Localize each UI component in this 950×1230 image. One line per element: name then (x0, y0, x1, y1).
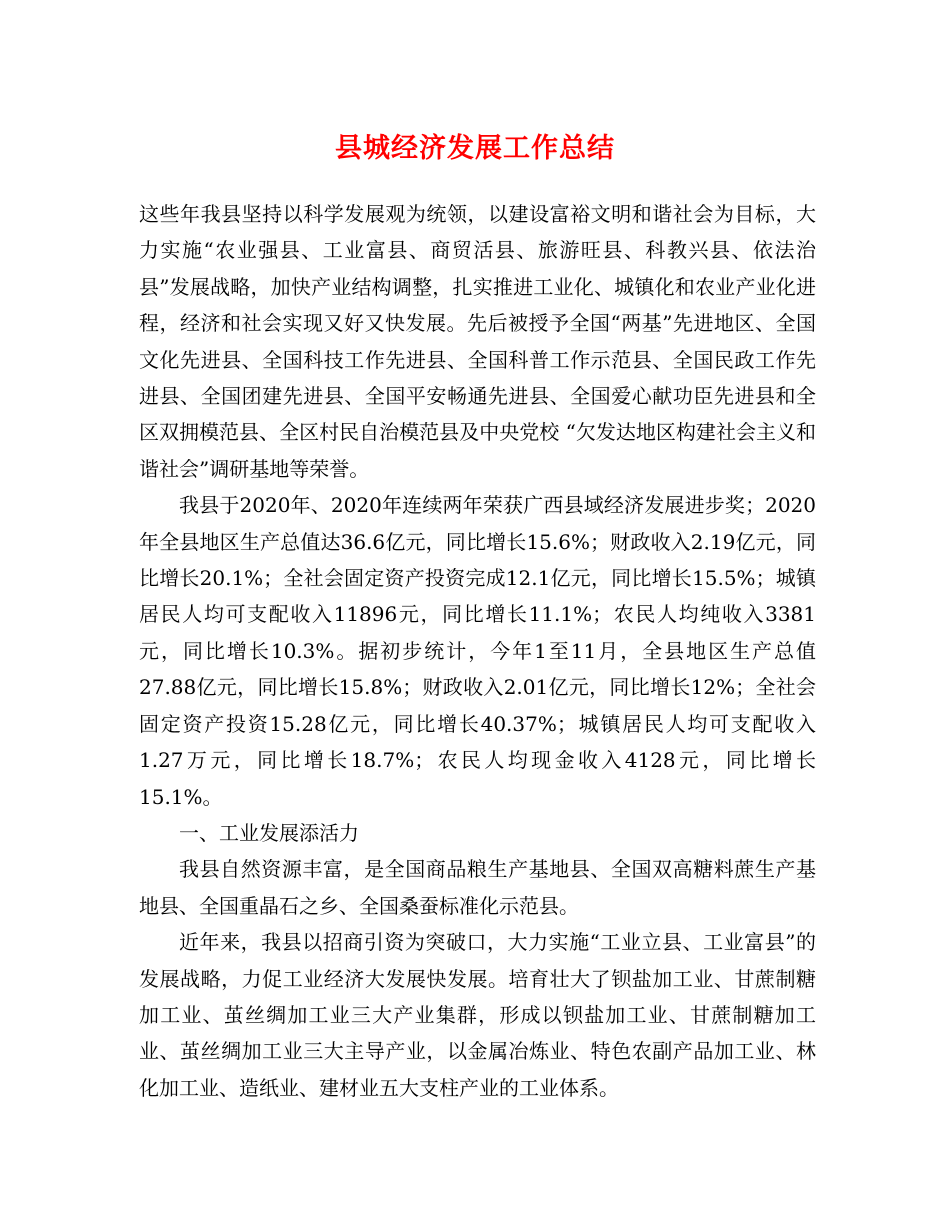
document-title: 县城经济发展工作总结 (335, 133, 615, 164)
paragraph-industry-strategy: 近年来，我县以招商引资为突破口，大力实施“工业立县、工业富县”的发展战略，力促工业经济大发展快发展。培育壮大了钡盐加工业、甘蔗制糖加工业、茧丝绸加工业三大产业集群，形成以钡盐加工业、甘蔗制糖加工业、茧丝绸加工业三大主导产业，以金属冶炼业、特色农副产品加工业、林化加工业、造纸业、建材业五大支柱产业的工业体系。 (139, 930, 816, 1100)
paragraph-statistics: 我县于2020年、2020年连续两年荣获广西县域经济发展进步奖；2020年全县地区生产总值达36.6亿元，同比增长15.6%；财政收入2.19亿元，同比增长20.1%；全社会固定资产投资完成12.1亿元，同比增长15.5%；城镇居民人均可支配收入11896元，同比增长11.1%；农民人均纯收入3381元，同比增长10.3%。据初步统计，今年1至11月，全县地区生产总值27.88亿元，同比增长15.8%；财政收入2.01亿元，同比增长12%；全社会固定资产投资15.28亿元，同比增长40.37%；城镇居民人均可支配收入1.27万元，同比增长18.7%；农民人均现金收入4128元，同比增长15.1%。 (139, 493, 816, 809)
paragraph-intro: 这些年我县坚持以科学发展观为统领，以建设富裕文明和谐社会为目标，大力实施“农业强县、工业富县、商贸活县、旅游旺县、科教兴县、依法治县”发展战略，加快产业结构调整，扎实推进工业化、城镇化和农业产业化进程，经济和社会实现又好又快发展。先后被授予全国“两基”先进地区、全国文化先进县、全国科技工作先进县、全国科普工作示范县、全国民政工作先进县、全国团建先进县、全国平安畅通先进县、全国爱心献功臣先进县和全区双拥模范县、全区村民自治模范县及中央党校 “欠发达地区构建社会主义和谐社会”调研基地等荣誉。 (139, 202, 816, 481)
document-body (139, 196, 816, 1106)
paragraph-resources: 我县自然资源丰富，是全国商品粮生产基地县、全国双高糖料蔗生产基地县、全国重晶石之乡、全国桑蚕标准化示范县。 (139, 857, 816, 918)
section-heading-industry: 一、工业发展添活力 (179, 820, 359, 845)
